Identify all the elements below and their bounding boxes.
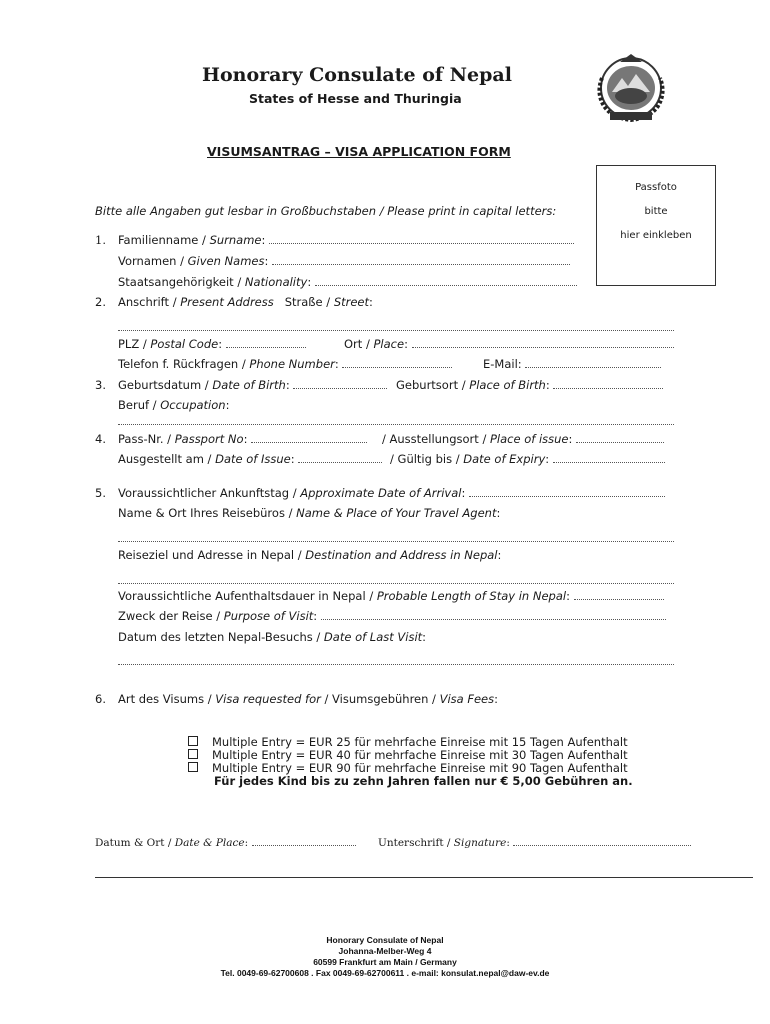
visa-option-30-days[interactable]	[188, 748, 628, 762]
visa-type-label: Art des Visums / Visa requested for / Visumsgebühren / Visa Fees:	[118, 692, 498, 706]
footer-line-4: Tel. 0049-69-62700608 . Fax 0049-69-62700611 . e-mail: konsulat.nepal@daw-ev.de	[220, 968, 550, 978]
stay-label-en: Probable Length of Stay in Nepal	[376, 589, 567, 603]
last-visit-field[interactable]	[118, 650, 674, 669]
occupation-label-en: Occupation	[160, 398, 226, 412]
divider	[95, 877, 753, 878]
purpose-label-en: Purpose of Visit	[223, 609, 314, 623]
address-label-en: Present Address	[180, 295, 274, 309]
plz-label-de: PLZ /	[118, 337, 151, 351]
destination-label-en: Destination and Address in Nepal	[305, 548, 498, 562]
last-visit-label: Datum des letzten Nepal-Besuchs / Date of Last Visit:	[118, 630, 427, 644]
passport-number-field[interactable]: Pass-Nr. / Passport No:	[118, 432, 367, 446]
occupation-label-de: Beruf /	[118, 398, 161, 412]
purpose-field[interactable]: Zweck der Reise / Purpose of Visit:	[118, 609, 666, 623]
checkbox[interactable]	[188, 762, 198, 772]
form-title: VISUMSANTRAG – VISA APPLICATION FORM	[207, 144, 511, 159]
last-visit-label-en: Date of Last Visit	[323, 630, 423, 644]
date-of-issue-field[interactable]: Ausgestellt am / Date of Issue:	[118, 452, 382, 466]
signature-label-en: Signature	[453, 837, 507, 849]
section-number-1: 1.	[95, 233, 106, 247]
child-fee-note: Für jedes Kind bis zu zehn Jahren fallen nur € 5,00 Gebühren an.	[214, 774, 633, 788]
phone-label-en: Phone Number	[249, 357, 335, 371]
signature-label-de: Unterschrift /	[378, 837, 454, 849]
issued-label-en: Date of Issue	[215, 452, 291, 466]
pob-label-en: Place of Birth	[469, 378, 546, 392]
email-field[interactable]: E-Mail:	[483, 357, 661, 371]
valid-label-de: / Gültig bis /	[390, 452, 464, 466]
place-of-birth-field[interactable]: Geburtsort / Place of Birth:	[396, 378, 663, 392]
given-names-field[interactable]: Vornamen / Given Names:	[118, 254, 570, 268]
fees-label-en: Visa Fees	[439, 692, 495, 706]
issued-label-de: Ausgestellt am /	[118, 452, 216, 466]
photo-box-line2: bitte	[644, 206, 668, 217]
stay-label-de: Voraussichtliche Aufenthaltsdauer in Nepal /	[118, 589, 377, 603]
street-label-de: Straße /	[284, 295, 334, 309]
pob-label-de: Geburtsort /	[396, 378, 470, 392]
phone-label-de: Telefon f. Rückfragen /	[118, 357, 250, 371]
phone-field[interactable]: Telefon f. Rückfragen / Phone Number:	[118, 357, 452, 371]
footer-line-2: Johanna-Melber-Weg 4	[338, 946, 432, 956]
visa-label-en: Visa requested for	[215, 692, 321, 706]
page-title: Honorary Consulate of Nepal	[202, 64, 512, 86]
section-number-3: 3.	[95, 378, 106, 392]
purpose-label-de: Zweck der Reise /	[118, 609, 224, 623]
street-field[interactable]	[118, 316, 674, 335]
footer-line-1: Honorary Consulate of Nepal	[326, 935, 444, 945]
nepal-coat-of-arms-icon	[592, 48, 670, 126]
nationality-label-de: Staatsangehörigkeit /	[118, 275, 245, 289]
passport-label-en: Passport No	[174, 432, 244, 446]
section-number-2: 2.	[95, 295, 106, 309]
surname-label-de: Familienname /	[118, 233, 210, 247]
agent-label-en: Name & Place of Your Travel Agent	[296, 506, 497, 520]
arrival-label-de: Voraussichtlicher Ankunftstag /	[118, 486, 301, 500]
passport-label-de: Pass-Nr. /	[118, 432, 175, 446]
issue-place-label-de: / Ausstellungsort /	[382, 432, 490, 446]
ort-label-en: Place	[373, 337, 405, 351]
footer-line-3: 60599 Frankfurt am Main / Germany	[313, 957, 457, 967]
visa-option-label: Multiple Entry = EUR 40 für mehrfache Einreise mit 30 Tagen Aufenthalt	[212, 748, 628, 762]
date-place-field[interactable]: Datum & Ort / Date & Place:	[95, 837, 356, 849]
fees-label-de: / Visumsgebühren /	[320, 692, 440, 706]
section-number-4: 4.	[95, 432, 106, 446]
occupation-label: Beruf / Occupation:	[118, 398, 230, 412]
surname-label-en: Surname	[209, 233, 262, 247]
photo-box	[596, 165, 716, 286]
arrival-label-en: Approximate Date of Arrival	[300, 486, 462, 500]
destination-label: Reiseziel und Adresse in Nepal / Destination and Address in Nepal:	[118, 548, 502, 562]
given-label-en: Given Names	[187, 254, 265, 268]
email-label: E-Mail	[483, 357, 518, 371]
ort-label-de: Ort /	[344, 337, 374, 351]
plz-label-en: Postal Code	[150, 337, 219, 351]
visa-option-label: Multiple Entry = EUR 90 für mehrfache Einreise mit 90 Tagen Aufenthalt	[212, 761, 628, 775]
address-label: Anschrift / Present Address Straße / Street:	[118, 295, 373, 309]
visa-label-de: Art des Visums /	[118, 692, 216, 706]
section-number-6: 6.	[95, 692, 106, 706]
section-number-5: 5.	[95, 486, 106, 500]
destination-field[interactable]	[118, 569, 674, 588]
last-visit-label-de: Datum des letzten Nepal-Besuchs /	[118, 630, 324, 644]
visa-option-label: Multiple Entry = EUR 25 für mehrfache Einreise mit 15 Tagen Aufenthalt	[212, 735, 628, 749]
surname-field[interactable]: Familienname / Surname:	[118, 233, 574, 247]
issue-place-label-en: Place of issue	[489, 432, 569, 446]
place-of-issue-field[interactable]: / Ausstellungsort / Place of issue:	[382, 432, 664, 446]
visa-option-90-days[interactable]	[188, 761, 628, 775]
date-of-expiry-field[interactable]: / Gültig bis / Date of Expiry:	[390, 452, 665, 466]
photo-box-line1: Passfoto	[635, 182, 677, 193]
instruction: Bitte alle Angaben gut lesbar in Großbuchstaben / Please print in capital letters:	[95, 204, 557, 218]
date-of-birth-field[interactable]: Geburtsdatum / Date of Birth:	[118, 378, 387, 392]
valid-label-en: Date of Expiry	[463, 452, 546, 466]
occupation-field[interactable]	[118, 410, 674, 429]
given-label-de: Vornamen /	[118, 254, 188, 268]
place-field[interactable]: Ort / Place:	[344, 337, 674, 351]
address-label-de: Anschrift /	[118, 295, 181, 309]
nationality-label-en: Nationality	[244, 275, 308, 289]
checkbox[interactable]	[188, 736, 198, 746]
street-label-en: Street	[333, 295, 370, 309]
dob-label-de: Geburtsdatum /	[118, 378, 213, 392]
date-place-label-de: Datum & Ort /	[95, 837, 175, 849]
stay-length-field[interactable]: Voraussichtliche Aufenthaltsdauer in Nepal / Probable Length of Stay in Nepal:	[118, 589, 664, 603]
agent-label: Name & Ort Ihres Reisebüros / Name & Place of Your Travel Agent:	[118, 506, 501, 520]
agent-label-de: Name & Ort Ihres Reisebüros /	[118, 506, 297, 520]
dob-label-en: Date of Birth	[212, 378, 286, 392]
date-place-label-en: Date & Place	[174, 837, 245, 849]
checkbox[interactable]	[188, 749, 198, 759]
destination-label-de: Reiseziel und Adresse in Nepal /	[118, 548, 306, 562]
photo-box-line3: hier einkleben	[620, 230, 692, 241]
visa-option-15-days[interactable]	[188, 735, 628, 749]
arrival-date-field[interactable]: Voraussichtlicher Ankunftstag / Approximate Date of Arrival:	[118, 486, 665, 500]
nationality-field[interactable]: Staatsangehörigkeit / Nationality:	[118, 275, 577, 289]
page-subtitle: States of Hesse and Thuringia	[249, 91, 462, 106]
signature-field[interactable]: Unterschrift / Signature:	[378, 837, 691, 849]
agent-field[interactable]	[118, 527, 674, 546]
postal-code-field[interactable]: PLZ / Postal Code:	[118, 337, 306, 351]
